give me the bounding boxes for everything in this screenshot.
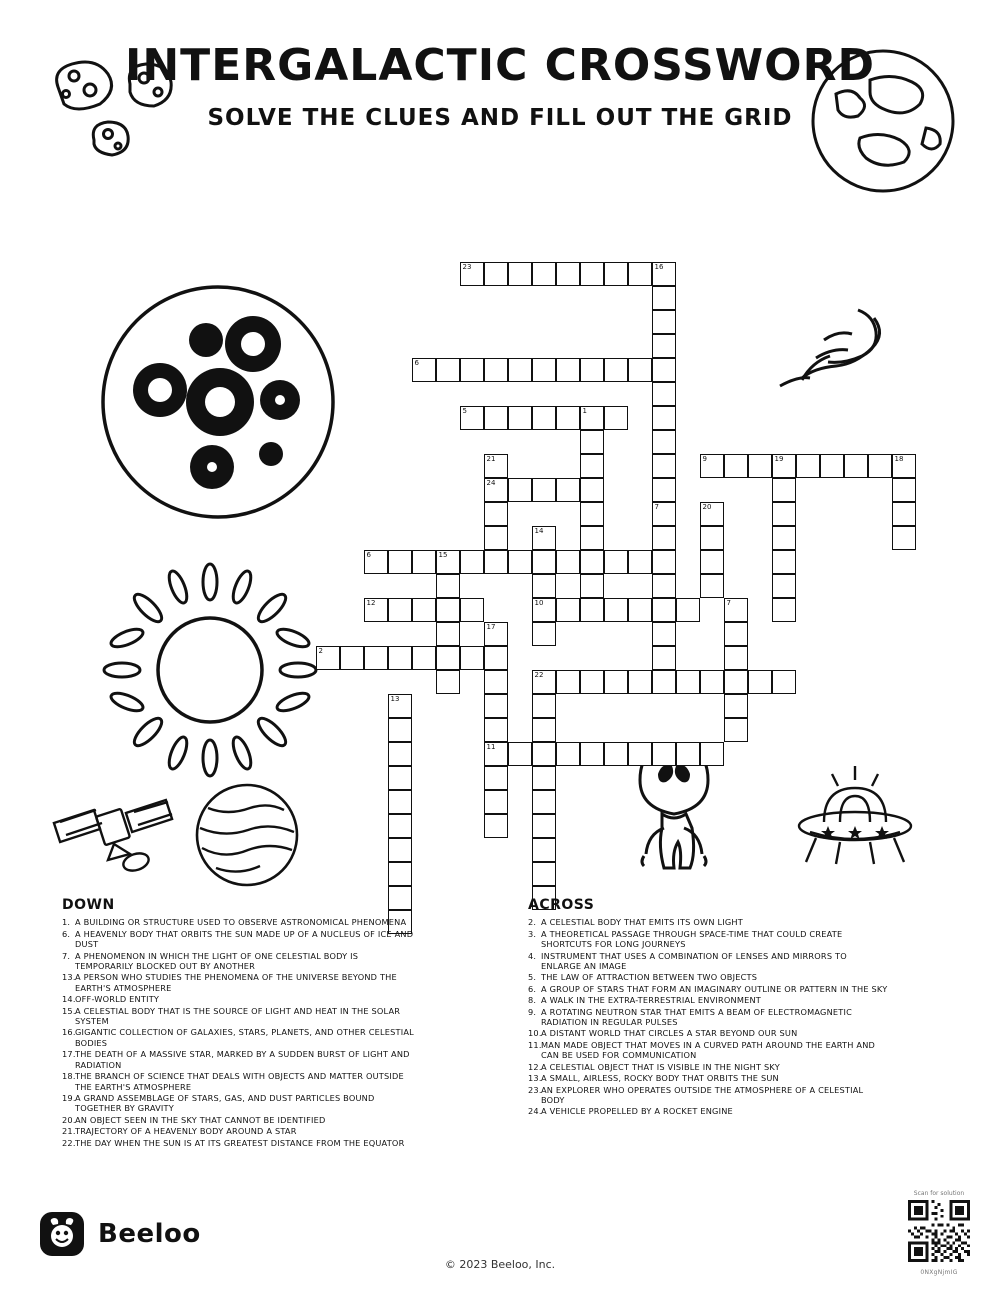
crossword-cell[interactable] [652, 670, 676, 694]
crossword-cell[interactable] [388, 718, 412, 742]
crossword-cell-number: 6 [366, 551, 371, 559]
crossword-cell-number: 13 [390, 695, 400, 703]
crossword-cell[interactable] [436, 598, 460, 622]
crossword-cell[interactable] [436, 670, 460, 694]
crossword-cell[interactable] [652, 550, 676, 574]
crossword-cell[interactable] [748, 670, 772, 694]
clue-item [62, 1049, 417, 1070]
crossword-cell-number: 11 [486, 743, 496, 751]
crossword-cell[interactable] [532, 598, 556, 622]
clue-text: A BUILDING OR STRUCTURE USED TO OBSERVE ASTRONOMICAL PHENOMENA [75, 917, 407, 928]
crossword-cell[interactable] [556, 742, 580, 766]
clue-item [528, 951, 888, 972]
crossword-cell[interactable] [508, 550, 532, 574]
clue-item [528, 1028, 888, 1038]
crossword-cell[interactable] [652, 430, 676, 454]
crossword-cell-number: 7 [654, 503, 659, 511]
crossword-cell[interactable] [724, 646, 748, 670]
crossword-cell[interactable] [580, 454, 604, 478]
clue-text: A PERSON WHO STUDIES THE PHENOMENA OF THE UNIVERSE BEYOND THE EARTH'S ATMOSPHERE [75, 972, 397, 993]
clue-item [62, 1115, 417, 1125]
clue-number: 13. [528, 1073, 542, 1084]
crossword-cell[interactable] [652, 526, 676, 550]
clue-number: 4. [528, 950, 537, 961]
crossword-cell[interactable] [628, 742, 652, 766]
crossword-cell[interactable] [580, 574, 604, 598]
crossword-cell[interactable] [652, 622, 676, 646]
crossword-cell[interactable] [484, 478, 508, 502]
crossword-cell[interactable] [652, 502, 676, 526]
crossword-cell[interactable] [532, 718, 556, 742]
clue-text: A THEORETICAL PASSAGE THROUGH SPACE-TIME THAT COULD CREATE SHORTCUTS FOR LONG JOURNEYS [541, 928, 843, 950]
crossword-cell[interactable] [436, 550, 460, 574]
crossword-cell[interactable] [868, 454, 892, 478]
crossword-cell[interactable] [436, 358, 460, 382]
crossword-cell[interactable] [580, 742, 604, 766]
clue-item [62, 1126, 417, 1136]
clue-item [528, 1085, 888, 1106]
crossword-cell[interactable] [556, 670, 580, 694]
crossword-cell-number: 15 [438, 551, 448, 559]
crossword-cell-number: 9 [702, 455, 707, 463]
clue-text: A GRAND ASSEMBLAGE OF STARS, GAS, AND DUST PARTICLES BOUND TOGETHER BY GRAVITY [75, 1092, 375, 1114]
crossword-cell[interactable] [556, 550, 580, 574]
crossword-cell[interactable] [652, 310, 676, 334]
clue-item [62, 1071, 417, 1092]
page-subtitle: SOLVE THE CLUES AND FILL OUT THE GRID [207, 105, 793, 131]
crossword-cell-number: 20 [702, 503, 712, 511]
crossword-cell[interactable] [772, 502, 796, 526]
crossword-cell[interactable] [700, 454, 724, 478]
clue-number: 8. [528, 995, 537, 1006]
crossword-cell-number: 17 [486, 623, 496, 631]
crossword-cell[interactable] [676, 670, 700, 694]
crossword-cell[interactable] [532, 550, 556, 574]
crossword-cell-number: 16 [654, 263, 664, 271]
clue-text: A DISTANT WORLD THAT CIRCLES A STAR BEYOND OUR SUN [541, 1028, 798, 1039]
crossword-cell[interactable] [484, 718, 508, 742]
crossword-cell[interactable] [604, 550, 628, 574]
crossword-cell-number: 19 [774, 455, 784, 463]
clue-number: 6. [62, 928, 71, 939]
crossword-cell-number: 23 [462, 263, 472, 271]
clue-item [528, 917, 888, 927]
crossword-cell[interactable] [532, 622, 556, 646]
clue-text: A CELESTIAL OBJECT THAT IS VISIBLE IN THE NIGHT SKY [541, 1061, 780, 1072]
crossword-cell[interactable] [364, 598, 388, 622]
clue-text: GIGANTIC COLLECTION OF GALAXIES, STARS, PLANETS, AND OTHER CELESTIAL BODIES [75, 1027, 414, 1048]
clue-number: 1. [62, 917, 71, 928]
clue-number: 22. [62, 1137, 76, 1148]
crossword-cell-number: 6 [414, 359, 419, 367]
qr-section [908, 1190, 970, 1276]
clue-text: A CELESTIAL BODY THAT IS THE SOURCE OF LIGHT AND HEAT IN THE SOLAR SYSTEM [75, 1005, 401, 1027]
crossword-cell[interactable] [844, 454, 868, 478]
clue-text: AN OBJECT SEEN IN THE SKY THAT CANNOT BE IDENTIFIED [75, 1114, 326, 1125]
crossword-cell[interactable] [532, 814, 556, 838]
clue-text: THE DAY WHEN THE SUN IS AT ITS GREATEST DISTANCE FROM THE EQUATOR [75, 1137, 405, 1148]
crossword-cell[interactable] [604, 358, 628, 382]
crossword-cell[interactable] [388, 550, 412, 574]
crossword-cell[interactable] [772, 670, 796, 694]
clue-text: INSTRUMENT THAT USES A COMBINATION OF LENSES AND MIRRORS TO ENLARGE AN IMAGE [541, 950, 847, 972]
clue-text: A PHENOMENON IN WHICH THE LIGHT OF ONE CELESTIAL BODY IS TEMPORARILY BLOCKED OUT BY ANOTHER [75, 950, 359, 972]
crossword-cell[interactable] [436, 646, 460, 670]
crossword-cell[interactable] [580, 430, 604, 454]
crossword-cell[interactable] [676, 742, 700, 766]
crossword-cell[interactable] [604, 406, 628, 430]
clue-text: A VEHICLE PROPELLED BY A ROCKET ENGINE [541, 1106, 733, 1117]
clue-number: 18. [62, 1071, 76, 1082]
crossword-cell[interactable] [580, 358, 604, 382]
down-clues-list [62, 917, 417, 1148]
crossword-cell[interactable] [892, 502, 916, 526]
crossword-cell[interactable] [724, 454, 748, 478]
crossword-cell[interactable] [508, 358, 532, 382]
crossword-cell[interactable] [388, 598, 412, 622]
crossword-cell[interactable] [412, 358, 436, 382]
crossword-cell[interactable] [580, 598, 604, 622]
crossword-cell[interactable] [700, 670, 724, 694]
crossword-cell[interactable] [700, 742, 724, 766]
crossword-cell[interactable] [556, 478, 580, 502]
crossword-cell[interactable] [652, 646, 676, 670]
clue-text: A ROTATING NEUTRON STAR THAT EMITS A BEAM OF ELECTROMAGNETIC RADIATION IN REGULAR PULSES [541, 1006, 853, 1028]
clue-number: 7. [62, 950, 71, 961]
clue-number: 21. [62, 1126, 76, 1137]
clue-item [528, 1062, 888, 1072]
copyright-text: © 2023 Beeloo, Inc. [444, 1258, 556, 1271]
clue-item [62, 1138, 417, 1148]
crossword-cell[interactable] [628, 598, 652, 622]
crossword-cell[interactable] [484, 550, 508, 574]
crossword-cell[interactable] [724, 598, 748, 622]
crossword-cell[interactable] [412, 550, 436, 574]
crossword-cell[interactable] [892, 454, 916, 478]
clue-number: 9. [528, 1006, 537, 1017]
crossword-cell[interactable] [388, 814, 412, 838]
crossword-cell[interactable] [580, 526, 604, 550]
crossword-cell[interactable] [388, 790, 412, 814]
crossword-cell-number: 24 [486, 479, 496, 487]
page-title: INTERGALACTIC CROSSWORD [124, 40, 875, 91]
clue-number: 15. [62, 1005, 76, 1016]
crossword-cell[interactable] [412, 646, 436, 670]
crossword-cell[interactable] [652, 334, 676, 358]
crossword-cell[interactable] [652, 598, 676, 622]
crossword-cell[interactable] [892, 478, 916, 502]
clue-item [528, 929, 888, 950]
crossword-cell[interactable] [484, 814, 508, 838]
brand-name: Beeloo [98, 1219, 201, 1249]
clue-item [62, 1093, 417, 1114]
crossword-cell[interactable] [388, 838, 412, 862]
crossword-cell[interactable] [532, 766, 556, 790]
clue-item [62, 1027, 417, 1048]
brand-footer [40, 1212, 201, 1256]
clue-number: 20. [62, 1114, 76, 1125]
clue-text: AN EXPLORER WHO OPERATES OUTSIDE THE ATMOSPHERE OF A CELESTIAL BODY [541, 1084, 864, 1105]
crossword-cell[interactable] [340, 646, 364, 670]
crossword-cell[interactable] [532, 574, 556, 598]
clue-item [62, 1006, 417, 1027]
crossword-cell[interactable] [724, 694, 748, 718]
crossword-cell[interactable] [628, 358, 652, 382]
crossword-cell[interactable] [484, 646, 508, 670]
crossword-cell[interactable] [460, 598, 484, 622]
crossword-cell[interactable] [556, 262, 580, 286]
clue-item [528, 1073, 888, 1083]
crossword-cell[interactable] [652, 742, 676, 766]
crossword-cell[interactable] [484, 454, 508, 478]
crossword-cell[interactable] [628, 550, 652, 574]
crossword-cell[interactable] [580, 478, 604, 502]
clue-number: 5. [528, 972, 537, 983]
crossword-cell[interactable] [556, 598, 580, 622]
down-clues-section [62, 897, 417, 1149]
clue-item [528, 984, 888, 994]
crossword-cell[interactable] [724, 718, 748, 742]
clue-number: 24. [528, 1106, 542, 1117]
crossword-cell[interactable] [628, 262, 652, 286]
crossword-cell[interactable] [724, 670, 748, 694]
crossword-cell[interactable] [604, 670, 628, 694]
crossword-cell[interactable] [772, 574, 796, 598]
crossword-cell[interactable] [700, 502, 724, 526]
crossword-cell[interactable] [508, 406, 532, 430]
clue-number: 23. [528, 1084, 542, 1095]
crossword-cell[interactable] [580, 670, 604, 694]
crossword-cell[interactable] [580, 262, 604, 286]
clue-number: 16. [62, 1027, 76, 1038]
crossword-cell[interactable] [532, 262, 556, 286]
clue-item [62, 994, 417, 1004]
crossword-cell[interactable] [532, 406, 556, 430]
crossword-cell[interactable] [484, 766, 508, 790]
across-clues-title: ACROSS [528, 897, 595, 913]
crossword-cell[interactable] [748, 454, 772, 478]
crossword-cell[interactable] [436, 622, 460, 646]
crossword-cell[interactable] [700, 574, 724, 598]
clue-text: THE BRANCH OF SCIENCE THAT DEALS WITH OBJECTS AND MATTER OUTSIDE THE EARTH'S ATMOSPHERE [75, 1071, 404, 1092]
crossword-cell[interactable] [652, 406, 676, 430]
crossword-cell[interactable] [484, 502, 508, 526]
crossword-cell-number: 22 [534, 671, 544, 679]
crossword-cell[interactable] [508, 262, 532, 286]
crossword-cell[interactable] [700, 526, 724, 550]
crossword-cell[interactable] [508, 478, 532, 502]
crossword-cell[interactable] [604, 262, 628, 286]
crossword-cell[interactable] [388, 766, 412, 790]
crossword-cell-number: 18 [894, 455, 904, 463]
crossword-cell[interactable] [532, 670, 556, 694]
clue-item [62, 917, 417, 927]
crossword-cell-number: 5 [462, 407, 467, 415]
beeloo-logo-icon [40, 1212, 84, 1256]
clue-item [528, 1040, 888, 1061]
crossword-cell[interactable] [364, 550, 388, 574]
crossword-cell[interactable] [772, 478, 796, 502]
crossword-cell[interactable] [604, 742, 628, 766]
clue-text: A CELESTIAL BODY THAT EMITS ITS OWN LIGHT [541, 917, 743, 928]
crossword-cell[interactable] [316, 646, 340, 670]
crossword-cell[interactable] [796, 454, 820, 478]
clue-text: MAN MADE OBJECT THAT MOVES IN A CURVED PATH AROUND THE EARTH AND CAN BE USED FOR COMMUNICATION [541, 1039, 876, 1061]
crossword-cell-number: 21 [486, 455, 496, 463]
crossword-cell[interactable] [580, 550, 604, 574]
crossword-cell[interactable] [724, 622, 748, 646]
clue-number: 13. [62, 972, 76, 983]
crossword-cell-number: 1 [582, 407, 587, 415]
crossword-cell[interactable] [484, 742, 508, 766]
crossword-cell[interactable] [532, 790, 556, 814]
clue-number: 6. [528, 983, 537, 994]
across-clues-list [528, 917, 888, 1116]
crossword-cell-number: 7 [726, 599, 731, 607]
crossword-cell[interactable] [556, 406, 580, 430]
crossword-cell[interactable] [772, 550, 796, 574]
crossword-cell[interactable] [436, 574, 460, 598]
crossword-cell[interactable] [388, 694, 412, 718]
clue-number: 11. [528, 1039, 542, 1050]
qr-id: 0NXgNjmIG [920, 1269, 958, 1276]
clue-text: A SMALL, AIRLESS, ROCKY BODY THAT ORBITS THE SUN [541, 1073, 779, 1084]
crossword-cell-number: 12 [366, 599, 376, 607]
clue-item [528, 1007, 888, 1028]
crossword-cell[interactable] [652, 478, 676, 502]
clue-number: 19. [62, 1092, 76, 1103]
crossword-cell[interactable] [388, 646, 412, 670]
crossword-cell[interactable] [580, 502, 604, 526]
crossword-cell[interactable] [772, 598, 796, 622]
clue-text: TRAJECTORY OF A HEAVENLY BODY AROUND A STAR [75, 1126, 297, 1137]
crossword-cell[interactable] [652, 382, 676, 406]
crossword-cell[interactable] [820, 454, 844, 478]
clue-item [528, 995, 888, 1005]
crossword-cell[interactable] [652, 454, 676, 478]
clue-text: THE LAW OF ATTRACTION BETWEEN TWO OBJECTS [541, 972, 758, 983]
clue-number: 12. [528, 1061, 542, 1072]
crossword-cell[interactable] [652, 574, 676, 598]
clue-item [62, 972, 417, 993]
crossword-cell[interactable] [676, 598, 700, 622]
crossword-cell[interactable] [364, 646, 388, 670]
qr-code-icon[interactable] [908, 1200, 970, 1262]
clue-text: A GROUP OF STARS THAT FORM AN IMAGINARY OUTLINE OR PATTERN IN THE SKY [541, 983, 888, 994]
crossword-cell[interactable] [580, 406, 604, 430]
clue-number: 3. [528, 928, 537, 939]
crossword-cell[interactable] [532, 478, 556, 502]
crossword-cell[interactable] [460, 406, 484, 430]
crossword-cell[interactable] [460, 550, 484, 574]
crossword-cell[interactable] [772, 454, 796, 478]
crossword-cell[interactable] [484, 358, 508, 382]
down-clues-title: DOWN [62, 897, 115, 913]
crossword-cell[interactable] [556, 358, 580, 382]
clue-number: 14. [62, 994, 76, 1005]
crossword-cell[interactable] [604, 598, 628, 622]
crossword-cell[interactable] [460, 646, 484, 670]
crossword-cell[interactable] [700, 550, 724, 574]
crossword-cell[interactable] [532, 358, 556, 382]
clue-item [528, 1106, 888, 1116]
crossword-cell[interactable] [484, 262, 508, 286]
crossword-cell[interactable] [652, 358, 676, 382]
crossword-cell[interactable] [532, 526, 556, 550]
crossword-cell[interactable] [388, 742, 412, 766]
qr-label: Scan for solution [913, 1190, 965, 1197]
clue-item [62, 929, 417, 950]
crossword-cell[interactable] [772, 526, 796, 550]
clue-number: 2. [528, 917, 537, 928]
crossword-cell[interactable] [484, 790, 508, 814]
crossword-cell-number: 2 [318, 647, 323, 655]
crossword-cell[interactable] [460, 262, 484, 286]
clue-text: A HEAVENLY BODY THAT ORBITS THE SUN MADE UP OF A NUCLEUS OF ICE AND DUST [75, 928, 414, 950]
clue-number: 17. [62, 1049, 76, 1060]
clue-number: 10. [528, 1028, 542, 1039]
crossword-cell[interactable] [460, 358, 484, 382]
crossword-cell[interactable] [508, 742, 532, 766]
crossword-cell[interactable] [652, 262, 676, 286]
clue-text: A WALK IN THE EXTRA-TERRESTRIAL ENVIRONMENT [541, 995, 762, 1006]
crossword-cell[interactable] [532, 838, 556, 862]
crossword-cell-number: 14 [534, 527, 544, 535]
crossword-cell[interactable] [484, 670, 508, 694]
crossword-cell[interactable] [388, 862, 412, 886]
crossword-cell[interactable] [628, 670, 652, 694]
crossword-cell[interactable] [412, 598, 436, 622]
crossword-cell[interactable] [892, 526, 916, 550]
crossword-cell[interactable] [532, 694, 556, 718]
crossword-cell[interactable] [532, 862, 556, 886]
crossword-cell-number: 10 [534, 599, 544, 607]
crossword-cell[interactable] [484, 694, 508, 718]
clue-item [528, 972, 888, 982]
clue-text: OFF-WORLD ENTITY [75, 994, 160, 1005]
clue-text: THE DEATH OF A MASSIVE STAR, MARKED BY A SUDDEN BURST OF LIGHT AND RADIATION [75, 1049, 410, 1070]
crossword-cell[interactable] [484, 622, 508, 646]
crossword-cell[interactable] [532, 742, 556, 766]
clue-item [62, 951, 417, 972]
crossword-cell[interactable] [652, 286, 676, 310]
across-clues-section [528, 897, 888, 1118]
crossword-cell[interactable] [484, 526, 508, 550]
crossword-cell[interactable] [484, 406, 508, 430]
